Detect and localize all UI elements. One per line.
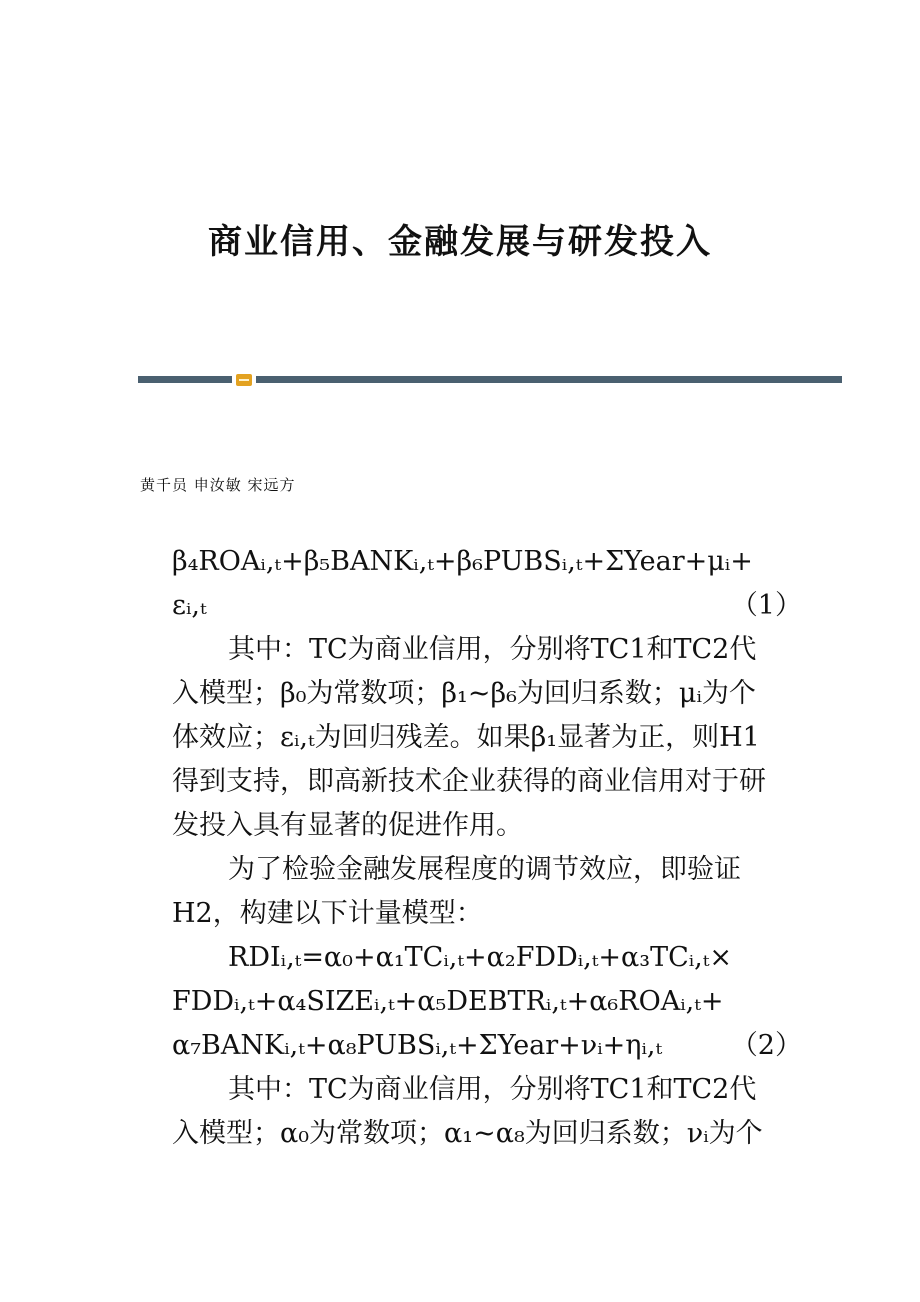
text-line: 为了检验金融发展程度的调节效应，即验证 (228, 854, 741, 885)
text-line: 得到支持，即高新技术企业获得的商业信用对于研 (172, 766, 766, 797)
text-line: 其中：TC为商业信用，分别将TC1和TC2代 (228, 1074, 757, 1105)
text-line: 体效应；εᵢ,ₜ为回归残差。如果β₁显著为正，则H1 (172, 722, 760, 753)
divider-bar-left (138, 376, 232, 383)
text-line: α₇BANKᵢ,ₜ+α₈PUBSᵢ,ₜ+ΣYear+νᵢ+ηᵢ,ₜ （2） (172, 1024, 820, 1068)
text-line: β₄ROAᵢ,ₜ+β₅BANKᵢ,ₜ+β₆PUBSᵢ,ₜ+ΣYear+μᵢ+ (172, 546, 753, 577)
equation-number: （1） (730, 590, 802, 621)
text-line: 入模型；α₀为常数项；α₁~α₈为回归系数；νᵢ为个 (172, 1118, 763, 1149)
article-body (172, 540, 820, 1156)
text-line: 入模型；β₀为常数项；β₁~β₆为回归系数；μᵢ为个 (172, 678, 756, 709)
text-line: FDDᵢ,ₜ+α₄SIZEᵢ,ₜ+α₅DEBTRᵢ,ₜ+α₆ROAᵢ,ₜ+ (172, 986, 724, 1017)
divider-ornament-icon (236, 374, 252, 386)
text-line: H2，构建以下计量模型： (172, 898, 483, 929)
title-divider (138, 374, 842, 386)
text-line: 其中：TC为商业信用，分别将TC1和TC2代 (228, 634, 757, 665)
text-line: εᵢ,ₜ （1） (172, 584, 820, 628)
divider-bar-right (256, 376, 842, 383)
authors: 黄千员 申汝敏 宋远方 (140, 476, 296, 494)
page-title: 商业信用、金融发展与研发投入 (208, 222, 712, 262)
equation-number: （2） (730, 1030, 802, 1061)
text-line: RDIᵢ,ₜ=α₀+α₁TCᵢ,ₜ+α₂FDDᵢ,ₜ+α₃TCᵢ,ₜ× (228, 942, 733, 973)
text-line: 发投入具有显著的促进作用。 (172, 810, 523, 841)
